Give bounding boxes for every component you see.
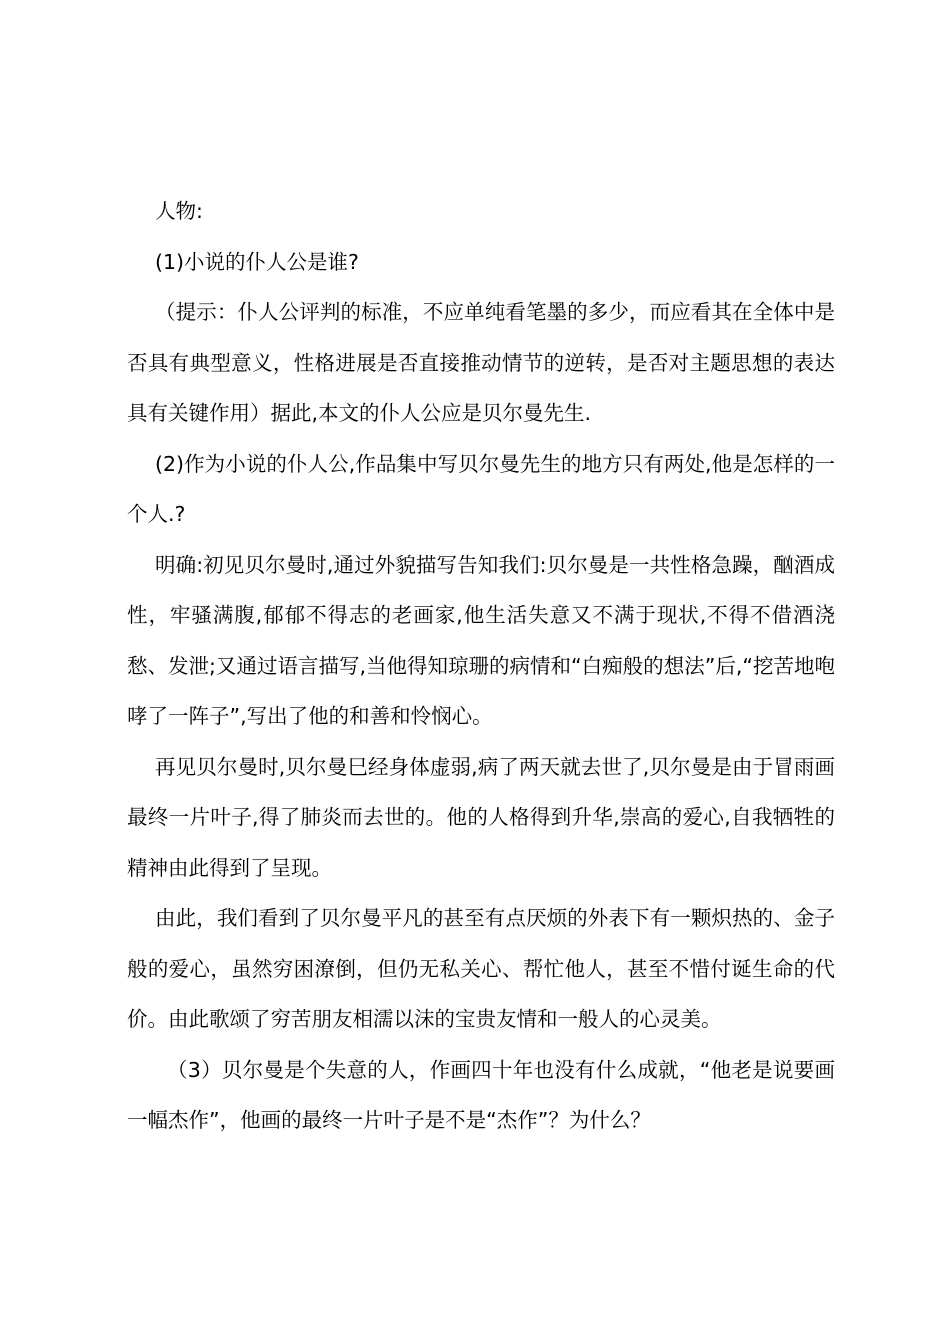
paragraph-heading-characters: 人物: — [155, 199, 203, 223]
paragraph-answer-second-meeting: 再见贝尔曼时,贝尔曼巳经身体虚弱,病了两天就去世了,贝尔曼是由于冒雨画最终一片叶子,得了肺炎而去世的。他的人格得到升华,崇高的爱心,自我牺牲的精神由此得到了呈现。 — [127, 754, 835, 880]
paragraph-answer-first-meeting: 明确:初见贝尔曼时,通过外貌描写告知我们:贝尔曼是一共性格急躁，酗酒成性，牢骚满腹,郁郁不得志的老画家,他生活失意又不满于现状,不得不借酒浇愁、发泄;又通过语言描写,当他得知琼珊的病情和“白痴般的想法”后,“挖苦地咆哮了一阵子”,写出了他的和善和怜悯心。 — [127, 552, 835, 728]
paragraph-question-3: （3）贝尔曼是个失意的人，作画四十年也没有什么成就，“他老是说要画一幅杰作”，他画的最终一片叶子是不是“杰作”？为什么？ — [127, 1057, 835, 1132]
paragraph-conclusion: 由此，我们看到了贝尔曼平凡的甚至有点厌烦的外表下有一颗炽热的、金子般的爱心，虽然穷困潦倒，但仍无私关心、帮忙他人，甚至不惜付诞生命的代价。由此歌颂了穷苦朋友相濡以沫的宝贵友情和一般人的心灵美。 — [127, 906, 835, 1031]
paragraph-question-1: (1)小说的仆人公是谁? — [155, 249, 359, 274]
paragraph-hint: （提示：仆人公评判的标准，不应单纯看笔墨的多少，而应看其在全体中是否具有典型意义，性格进展是否直接推动情节的逆转，是否对主题思想的表达具有关键作用）据此,本文的仆人公应是贝尔曼先生. — [127, 300, 835, 425]
paragraph-question-2: (2)作为小说的仆人公,作品集中写贝尔曼先生的地方只有两处,他是怎样的一个人.? — [127, 451, 835, 526]
document-body — [127, 186, 835, 1146]
